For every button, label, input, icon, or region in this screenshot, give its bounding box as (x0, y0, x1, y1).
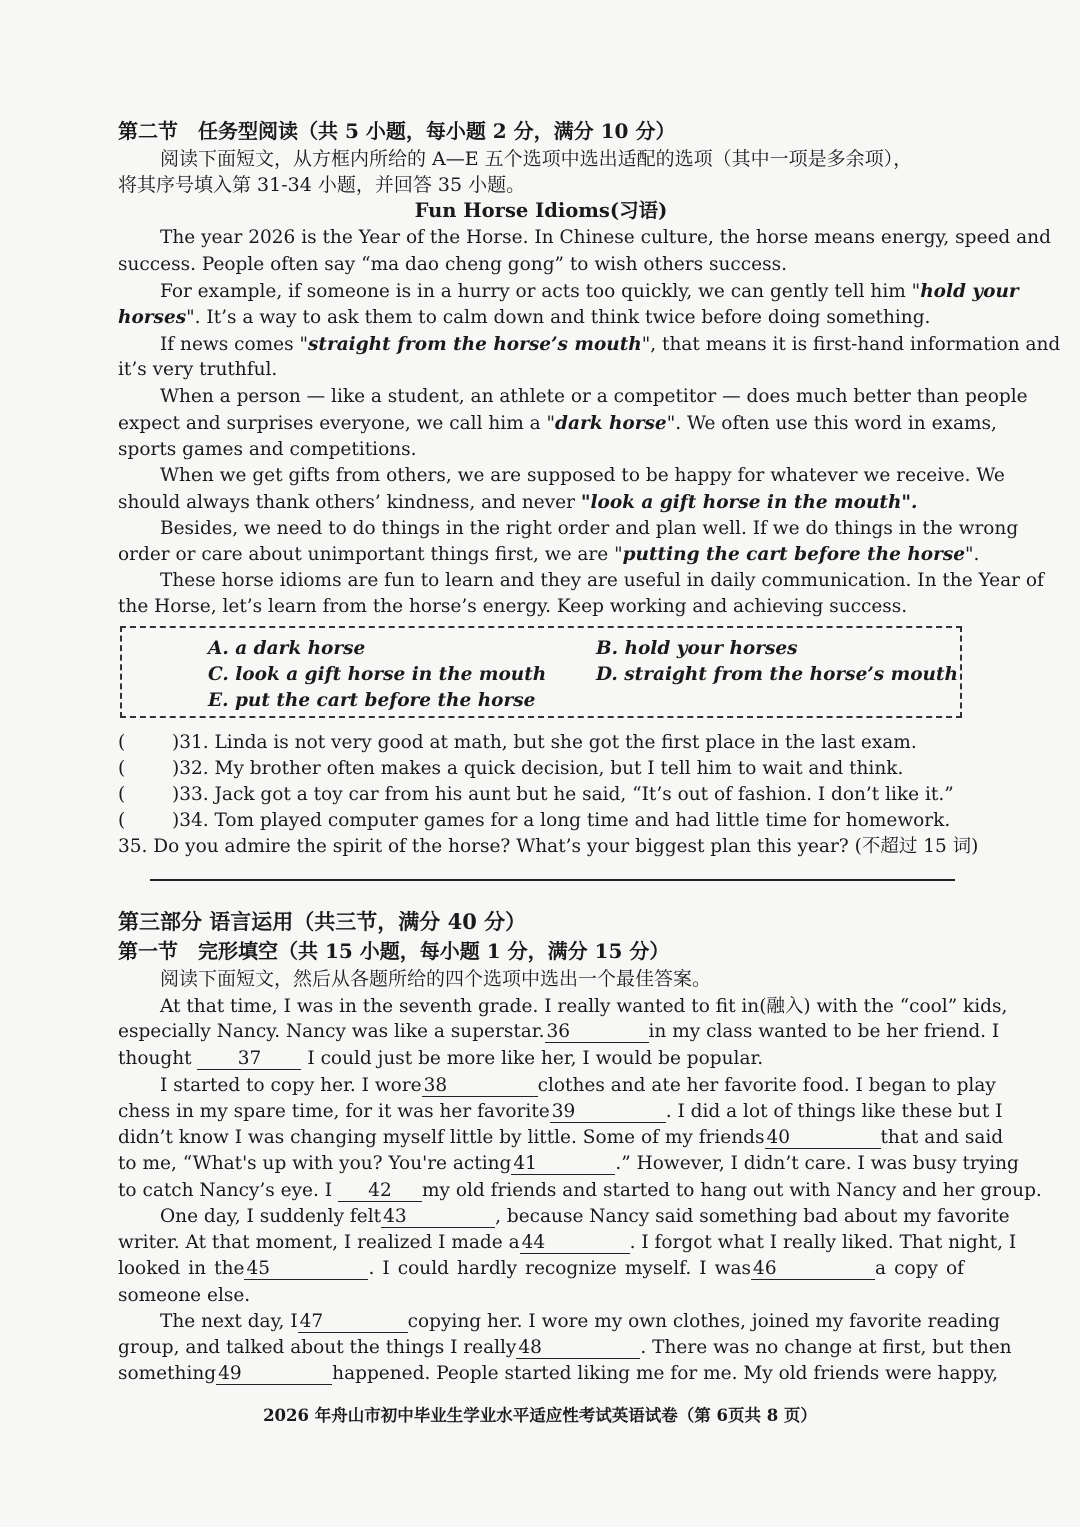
blank-45[interactable]: 45 (244, 1259, 368, 1280)
cloze-line: I started to copy her. I wore 38 clothes and ate her favorite food. I began to play (160, 1075, 996, 1096)
question-32: )32. My brother often makes a quick decision, but I tell him to wait and think. (172, 758, 904, 779)
option-a: A. a dark horse (208, 638, 366, 659)
blank-43[interactable]: 43 (381, 1207, 495, 1228)
idiom-text: horses (118, 307, 187, 328)
option-c: C. look a gift horse in the mouth (208, 664, 547, 685)
blank-49[interactable]: 49 (216, 1364, 332, 1385)
passage-line: Besides, we need to do things in the right order and plan well. If we do things in the wrong (160, 518, 1019, 539)
passage-line: horses". It’s a way to ask them to calm down and think twice before doing something. (118, 307, 931, 328)
question-33: )33. Jack got a toy car from his aunt but he said, “It’s out of fashion. I don’t like it.” (172, 784, 954, 805)
passage-line: These horse idioms are fun to learn and they are useful in daily communication. In the Year of (160, 570, 1044, 591)
passage-line: expect and surprises everyone, we call him a "dark horse". We often use this word in exams, (118, 413, 997, 434)
passage-line: When we get gifts from others, we are supposed to be happy for whatever we receive. We (160, 465, 1005, 486)
passage-title: Fun Horse Idioms(习语) (414, 199, 668, 222)
cloze-line: someone else. (118, 1285, 251, 1306)
question-35: 35. Do you admire the spirit of the horse? What’s your biggest plan this year? (不超过 15 词) (118, 836, 979, 857)
cloze-line: One day, I suddenly felt 43 , because Nancy said something bad about my favorite (160, 1206, 1010, 1227)
idiom-text: dark horse (555, 413, 667, 434)
section-heading: 第一节 完形填空（共 15 小题，每小题 1 分，满分 15 分） (118, 939, 670, 963)
part-heading: 第三部分 语言运用（共三节，满分 40 分） (118, 909, 527, 934)
option-d: D. straight from the horse’s mouth (596, 664, 959, 685)
cloze-line: chess in my spare time, for it was her favorite 39 . I did a lot of things like these but I (118, 1101, 1003, 1122)
answer-paren[interactable]: ( (118, 784, 126, 805)
blank-42[interactable]: 42 (338, 1181, 422, 1202)
cloze-line: something 49 happened. People started liking me for me. My old friends were happy, (118, 1363, 999, 1384)
instruction-line: 阅读下面短文，然后从各题所给的四个选项中选出一个最佳答案。 (160, 968, 712, 990)
passage-line: The year 2026 is the Year of the Horse. In Chinese culture, the horse means energy, speed and (160, 227, 1051, 248)
answer-paren[interactable]: ( (118, 810, 126, 831)
cloze-line: thought 37 I could just be more like her, I would be popular. (118, 1048, 764, 1069)
cloze-line: looked in the 45 . I could hardly recognize myself. I was 46 a copy of (118, 1258, 964, 1279)
answer-line-35[interactable] (150, 879, 955, 881)
passage-line: it’s very truthful. (118, 359, 278, 380)
question-34: )34. Tom played computer games for a long time and had little time for homework. (172, 810, 951, 831)
idiom-text: hold your (920, 281, 1019, 302)
blank-39[interactable]: 39 (550, 1102, 666, 1123)
passage-line: When a person — like a student, an athlete or a competitor — does much better than people (160, 386, 1028, 407)
cloze-line: to me, “What's up with you? You're acting 41 .” However, I didn’t care. I was busy trying (118, 1153, 1019, 1174)
blank-41[interactable]: 41 (511, 1154, 615, 1175)
passage-line: sports games and competitions. (118, 439, 417, 460)
answer-paren[interactable]: ( (118, 732, 126, 753)
cloze-line: especially Nancy. Nancy was like a superstar. 36 in my class wanted to be her friend. I (118, 1021, 1000, 1042)
option-e: E. put the cart before the horse (208, 690, 536, 711)
blank-44[interactable]: 44 (520, 1233, 630, 1254)
idiom-text: "look a gift horse in the mouth". (580, 492, 918, 513)
blank-46[interactable]: 46 (751, 1259, 875, 1280)
blank-37[interactable]: 37 (197, 1049, 301, 1070)
passage-line: the Horse, let’s learn from the horse’s energy. Keep working and achieving success. (118, 596, 908, 617)
section-heading: 第二节 任务型阅读（共 5 小题，每小题 2 分，满分 10 分） (118, 119, 676, 143)
blank-48[interactable]: 48 (516, 1338, 640, 1359)
cloze-line: writer. At that moment, I realized I made a 44 . I forgot what I really liked. That night, I (118, 1232, 1017, 1253)
cloze-line: group, and talked about the things I really 48 . There was no change at first, but then (118, 1337, 1012, 1358)
blank-36[interactable]: 36 (545, 1022, 649, 1043)
blank-40[interactable]: 40 (765, 1128, 881, 1149)
instruction-line-2: 将其序号填入第 31-34 小题，并回答 35 小题。 (118, 174, 526, 196)
passage-line: should always thank others’ kindness, and never "look a gift horse in the mouth". (118, 492, 918, 513)
blank-38[interactable]: 38 (422, 1076, 538, 1097)
passage-line: If news comes "straight from the horse’s mouth", that means it is first-hand information and (160, 334, 1061, 355)
cloze-line: didn’t know I was changing myself little by little. Some of my friends 40 that and said (118, 1127, 1004, 1148)
blank-47[interactable]: 47 (298, 1312, 408, 1333)
question-31: )31. Linda is not very good at math, but she got the first place in the last exam. (172, 732, 917, 753)
idiom-text: straight from the horse’s mouth (307, 334, 642, 355)
instruction-line-1: 阅读下面短文，从方框内所给的 A—E 五个选项中选出适配的选项（其中一项是多余项）， (160, 148, 913, 170)
passage-line: success. People often say “ma dao cheng gong” to wish others success. (118, 254, 787, 275)
passage-line: order or care about unimportant things first, we are "putting the cart before the horse". (118, 544, 980, 565)
page-footer: 2026 年舟山市初中毕业生学业水平适应性考试英语试卷（第 6页共 8 页） (263, 1406, 817, 1425)
cloze-line: At that time, I was in the seventh grade. I really wanted to fit in(融入) with the “cool” kids, (160, 996, 1008, 1017)
option-b: B. hold your horses (596, 638, 798, 659)
answer-paren[interactable]: ( (118, 758, 126, 779)
cloze-line: to catch Nancy’s eye. I 42 my old friends and started to hang out with Nancy and her group. (118, 1180, 1042, 1201)
idiom-text: putting the cart before the horse (622, 544, 966, 565)
cloze-line: The next day, I 47 copying her. I wore my own clothes, joined my favorite reading (160, 1311, 1000, 1332)
passage-line: For example, if someone is in a hurry or acts too quickly, we can gently tell him "hold your (160, 281, 1019, 302)
